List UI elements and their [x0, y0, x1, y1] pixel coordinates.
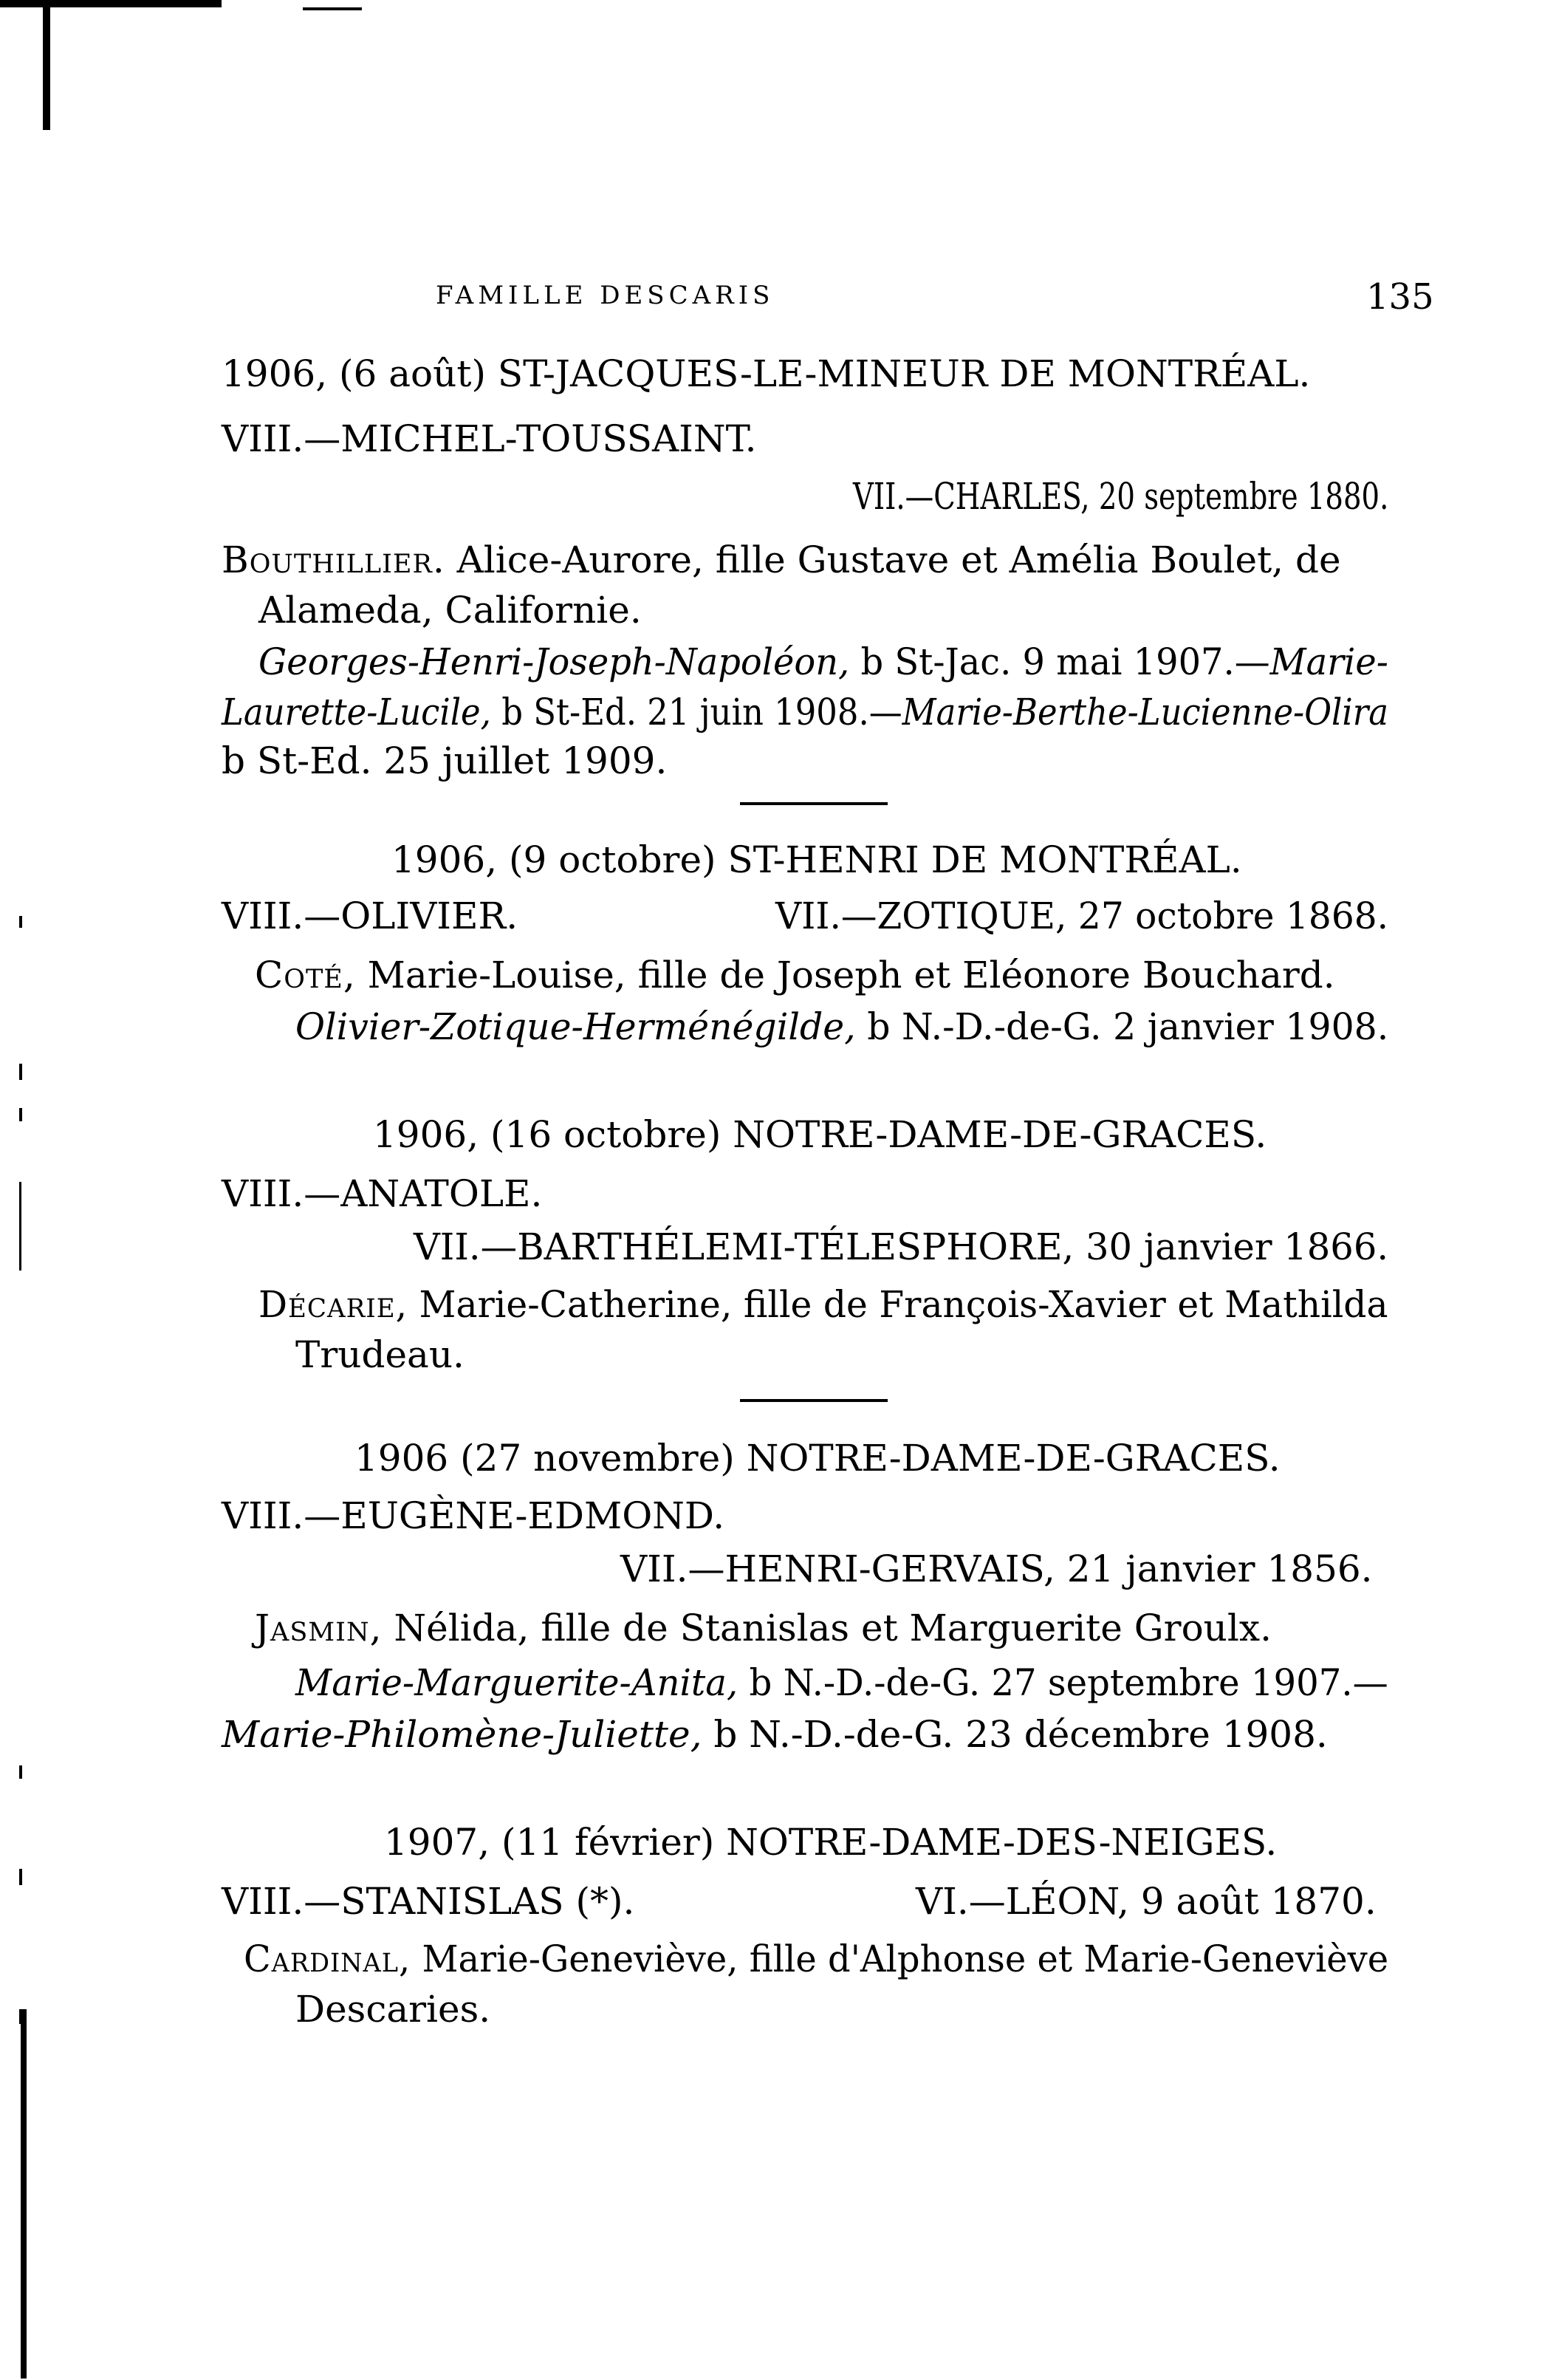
margin-mark — [19, 1108, 22, 1121]
spouse-details: Marie-Catherine, fille de François-Xavier et Mathilda — [419, 1283, 1388, 1326]
child-name: Marie-Philomène-Juliette, — [222, 1713, 702, 1756]
spouse-line-continued: Trudeau. — [295, 1333, 465, 1376]
margin-mark — [19, 1064, 22, 1080]
margin-mark — [19, 1869, 22, 1885]
spouse-line — [222, 538, 1341, 582]
child-name: Marie- — [1269, 640, 1388, 683]
children-line — [258, 640, 1388, 684]
spouse-details: Nélida, fille de Stanislas et Marguerite Groulx. — [394, 1607, 1272, 1649]
spouse-surname: Coté, — [255, 954, 356, 996]
running-title: FAMILLE DESCARIS — [436, 281, 775, 310]
child-baptism: b N.-D.-de-G. 23 décembre 1908. — [713, 1713, 1328, 1756]
page-header — [0, 276, 1556, 325]
entry-heading: 1906 (27 novembre) NOTRE-DAME-DE-GRACES. — [354, 1437, 1281, 1480]
spouse-surname: Décarie, — [258, 1283, 408, 1326]
child-name: Laurette-Lucile, — [222, 691, 491, 734]
children-line — [222, 690, 1388, 734]
generation-left: VIII.—STANISLAS (*). — [222, 1880, 635, 1923]
generation-right: VII.—CHARLES, 20 septembre 1880. — [853, 475, 1389, 518]
entry-heading: 1906, (9 octobre) ST-HENRI DE MONTRÉAL. — [391, 838, 1242, 881]
margin-mark — [19, 1182, 21, 1271]
child-baptism: b N.-D.-de-G. 2 janvier 1908. — [867, 1005, 1389, 1048]
generation-left: VIII.—OLIVIER. — [222, 895, 518, 937]
spouse-line-continued: Alameda, Californie. — [258, 589, 642, 632]
spouse-line — [255, 953, 1335, 997]
generation-left: VIII.—ANATOLE. — [222, 1172, 543, 1215]
child-baptism: b St-Ed. 21 juin 1908.— — [501, 691, 902, 734]
margin-mark — [19, 2009, 22, 2024]
spouse-surname: Jasmin, — [255, 1607, 383, 1649]
section-divider — [740, 1399, 888, 1402]
spouse-surname: Cardinal, — [244, 1938, 411, 1980]
child-name: Georges-Henri-Joseph-Napoléon, — [258, 640, 850, 683]
generation-right: VII.—HENRI-GERVAIS, 21 janvier 1856. — [620, 1548, 1373, 1590]
spouse-details: Alice-Aurore, fille Gustave et Amélia Boulet, de — [456, 538, 1341, 581]
spouse-details: Marie-Geneviève, fille d'Alphonse et Marie-Geneviève — [422, 1938, 1389, 1980]
children-line — [222, 1712, 1328, 1757]
scan-edge-bottom-left — [21, 2009, 27, 2379]
generation-right: VI.—LÉON, 9 août 1870. — [916, 1880, 1377, 1923]
spouse-line — [255, 1606, 1272, 1650]
child-name: Marie-Marguerite-Anita, — [295, 1661, 738, 1704]
generation-right: VII.—BARTHÉLEMI-TÉLESPHORE, 30 janvier 1866. — [414, 1225, 1389, 1268]
margin-mark — [19, 1765, 22, 1779]
spouse-surname: Bouthillier. — [222, 538, 445, 581]
spouse-line-continued: Descaries. — [295, 1988, 491, 2031]
scan-edge-top — [0, 0, 222, 7]
entry-heading: 1906, (6 août) ST-JACQUES-LE-MINEUR DE MONTRÉAL. — [222, 352, 1311, 395]
page-number: 135 — [1366, 276, 1434, 318]
children-line — [295, 1005, 1388, 1049]
scan-edge-left — [43, 0, 50, 130]
generation-right: VII.—ZOTIQUE, 27 octobre 1868. — [775, 895, 1389, 937]
margin-mark — [19, 916, 22, 928]
entry-heading: 1907, (11 février) NOTRE-DAME-DES-NEIGES. — [384, 1821, 1278, 1864]
scan-mark-top — [303, 7, 362, 10]
child-baptism: b N.-D.-de-G. 27 septembre 1907.— — [749, 1661, 1388, 1704]
child-baptism: b St-Jac. 9 mai 1907.— — [860, 640, 1270, 683]
spouse-line — [244, 1937, 1388, 1981]
children-line — [295, 1661, 1388, 1705]
children-line: b St-Ed. 25 juillet 1909. — [222, 739, 668, 782]
child-name: Olivier-Zotique-Herménégilde, — [295, 1005, 856, 1048]
generation-left: VIII.—EUGÈNE-EDMOND. — [222, 1494, 725, 1537]
entry-heading: 1906, (16 octobre) NOTRE-DAME-DE-GRACES. — [373, 1113, 1267, 1156]
spouse-details: Marie-Louise, fille de Joseph et Eléonore Bouchard. — [367, 954, 1335, 996]
section-divider — [740, 802, 888, 805]
spouse-line — [258, 1282, 1388, 1327]
generation-left: VIII.—MICHEL-TOUSSAINT. — [222, 417, 757, 460]
child-name: Marie-Berthe-Lucienne-Olira — [902, 691, 1389, 734]
